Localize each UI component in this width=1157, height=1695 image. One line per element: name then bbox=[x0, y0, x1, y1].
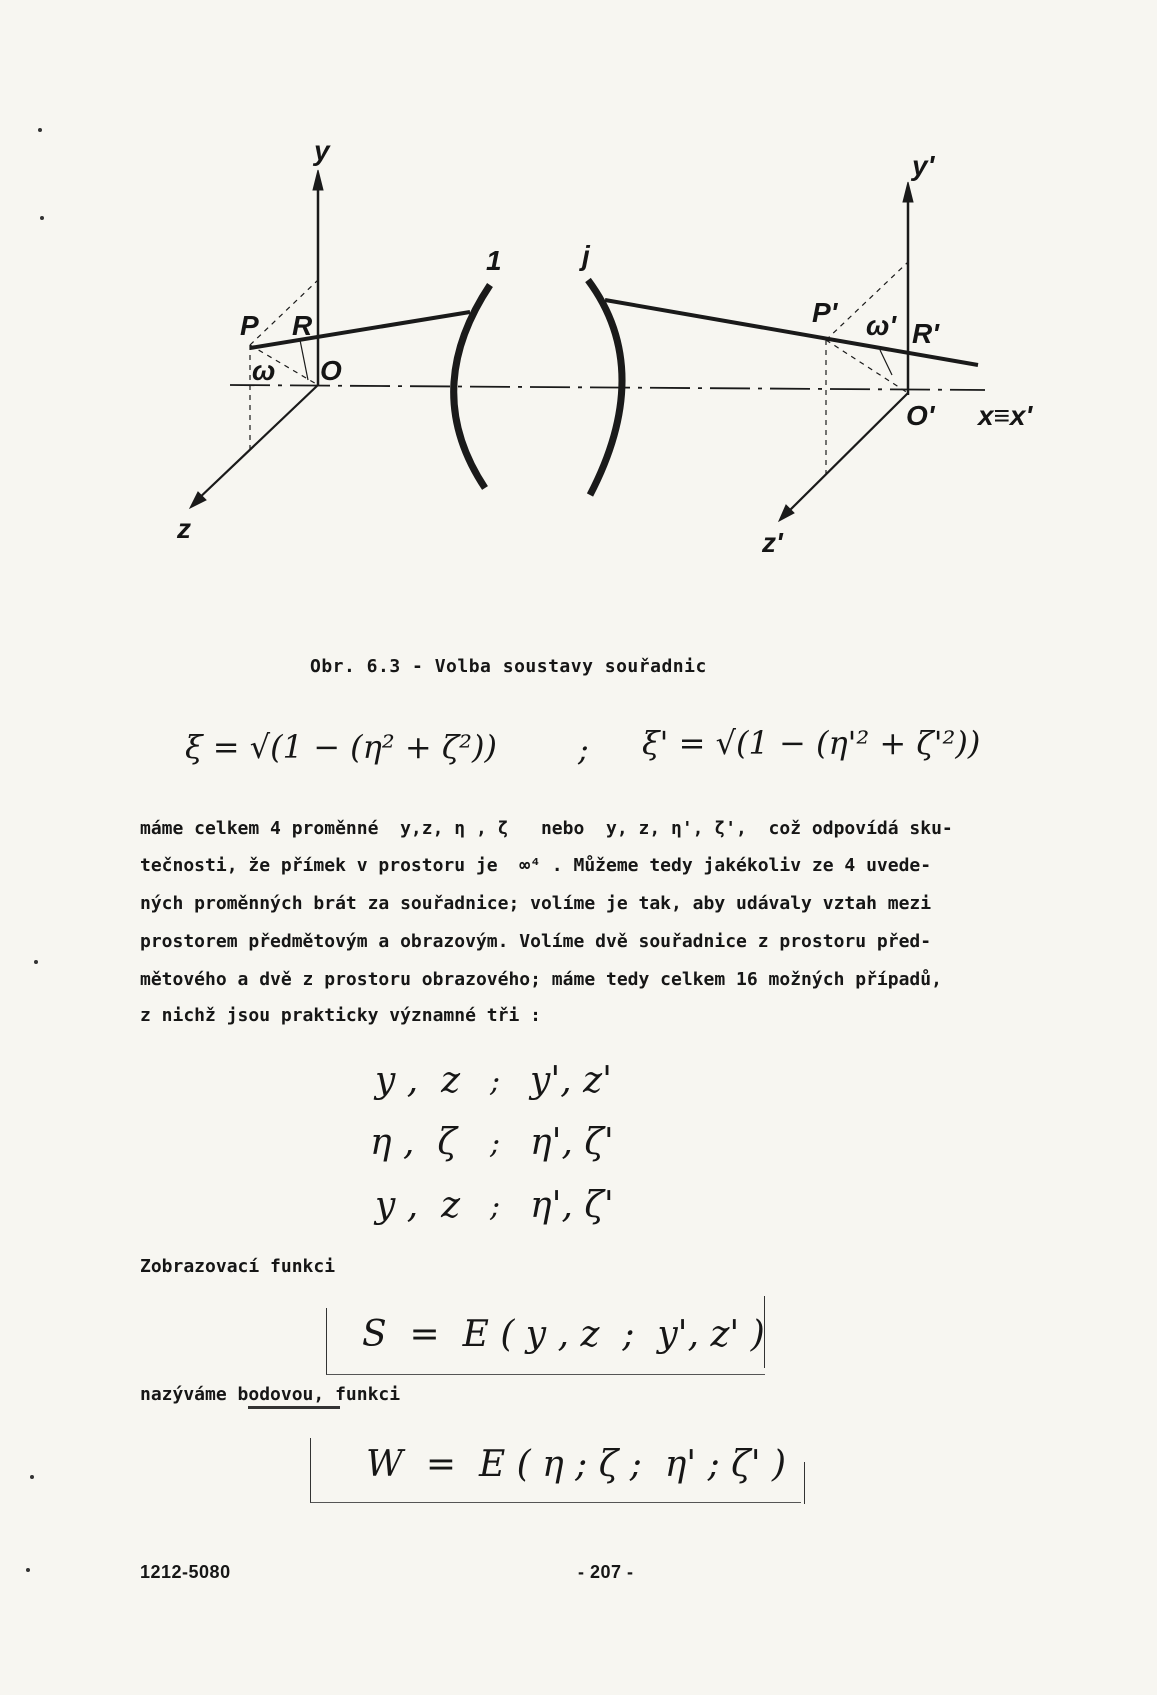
left-ray bbox=[250, 312, 470, 348]
margin-speck bbox=[26, 1568, 30, 1572]
label-P: P bbox=[240, 310, 259, 341]
label-O: O bbox=[320, 355, 342, 386]
label-omega-prime: ω' bbox=[866, 310, 897, 341]
footer-code: 1212-5080 bbox=[140, 1562, 231, 1582]
label-omega: ω bbox=[252, 355, 276, 386]
case-right: η', ζ' bbox=[530, 1185, 614, 1226]
right-z-axis bbox=[785, 393, 908, 515]
eq-W-box-right bbox=[804, 1462, 805, 1504]
label-R: R bbox=[292, 310, 313, 341]
label-O-prime: O' bbox=[906, 400, 935, 431]
underline-bodovou bbox=[248, 1406, 340, 1409]
label-z-prime: z' bbox=[762, 527, 783, 558]
paragraph-line: mětového a dvě z prostoru obrazového; máme tedy celkem 16 možných případů, bbox=[140, 969, 942, 990]
left-y-arrowhead bbox=[313, 170, 323, 190]
eq-W: W = E ( η ; ζ ; η' ; ζ' ) bbox=[366, 1444, 787, 1485]
case-right: y', z' bbox=[530, 1060, 612, 1101]
label-one: 1 bbox=[486, 245, 502, 276]
paragraph-line: ných proměnných brát za souřadnice; volíme je tak, aby udávaly vztah mezi bbox=[140, 893, 932, 914]
text-point-function: Zobrazovací funkci bbox=[140, 1256, 336, 1277]
case-sep: ; bbox=[490, 1189, 501, 1224]
paragraph-line: prostorem předmětovým a obrazovým. Volíme dvě souřadnice z prostoru před- bbox=[140, 931, 932, 952]
eq-S: S = E ( y , z ; y', z' ) bbox=[362, 1314, 765, 1355]
text-named: nazýváme bodovou, funkci bbox=[140, 1384, 401, 1405]
margin-speck bbox=[30, 1475, 34, 1479]
label-x-axis: x≡x' bbox=[978, 400, 1033, 431]
margin-speck bbox=[34, 960, 38, 964]
paragraph-line: z nichž jsou prakticky významné tři : bbox=[140, 1005, 541, 1026]
equation-separator: ; bbox=[578, 730, 589, 768]
label-P-prime: P' bbox=[812, 297, 838, 328]
xi-equation: ξ = √(1 − (η² + ζ²)) bbox=[185, 728, 497, 766]
case-right: η', ζ' bbox=[530, 1122, 614, 1163]
label-R-prime: R' bbox=[912, 318, 939, 349]
case-left: y , z bbox=[375, 1185, 461, 1226]
case-sep: ; bbox=[490, 1126, 501, 1161]
paragraph-line: tečnosti, že přímek v prostoru je ∞⁴ . Můžeme tedy jakékoliv ze 4 uvede- bbox=[140, 855, 932, 876]
margin-speck bbox=[38, 128, 42, 132]
left-z-axis bbox=[195, 385, 318, 502]
optical-coordinate-figure bbox=[0, 0, 1157, 600]
margin-speck bbox=[40, 216, 44, 220]
xi-prime-equation: ξ' = √(1 − (η'² + ζ'²)) bbox=[642, 724, 981, 762]
label-y-prime: y' bbox=[912, 150, 935, 181]
case-left: η , ζ bbox=[370, 1122, 457, 1163]
right-y-arrowhead bbox=[903, 182, 913, 202]
figure-caption: Obr. 6.3 - Volba soustavy souřadnic bbox=[310, 656, 707, 677]
label-y: y bbox=[314, 135, 330, 166]
optical-axis bbox=[230, 385, 985, 390]
case-left: y , z bbox=[375, 1060, 461, 1101]
label-z: z bbox=[177, 513, 191, 544]
case-sep: ; bbox=[490, 1064, 501, 1099]
page-number: - 207 - bbox=[578, 1562, 634, 1582]
label-j: j bbox=[582, 240, 590, 271]
paragraph-line: máme celkem 4 proměnné y,z, η , ζ nebo y, z, η', ζ', což odpovídá sku- bbox=[140, 818, 953, 839]
